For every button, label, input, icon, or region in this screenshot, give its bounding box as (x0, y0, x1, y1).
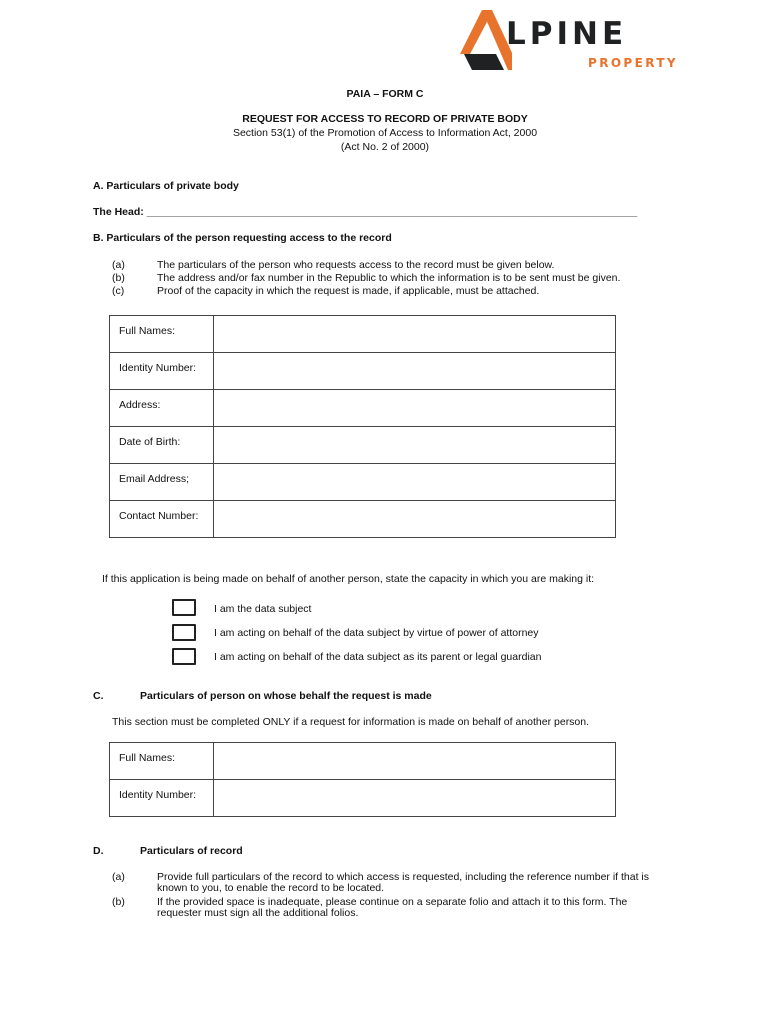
date-of-birth-input[interactable] (214, 427, 616, 464)
parent-guardian-checkbox[interactable] (172, 648, 196, 665)
field-label-identity-number: Identity Number: (110, 353, 214, 390)
section-c-title: Particulars of person on whose behalf the request is made (140, 690, 432, 702)
head-row (93, 206, 637, 218)
form-title: PAIA – FORM C (346, 88, 424, 100)
field-label-contact-number: Contact Number: (110, 501, 214, 538)
request-title: REQUEST FOR ACCESS TO RECORD OF PRIVATE BODY (242, 113, 528, 125)
section-d-letter: D. (93, 845, 104, 857)
section-line: Section 53(1) of the Promotion of Access to Information Act, 2000 (232, 127, 538, 139)
alpine-property-logo (460, 10, 696, 74)
table-row (110, 427, 616, 464)
logo-subtitle: PROPERTY (588, 56, 679, 70)
behalf-identity-number-input[interactable] (214, 780, 616, 817)
parent-guardian-label: I am acting on behalf of the data subject as its parent or legal guardian (214, 651, 542, 663)
head-label: The Head: (93, 206, 144, 218)
requester-details-table (109, 315, 616, 538)
data-subject-checkbox[interactable] (172, 599, 196, 616)
behalf-details-table (109, 742, 616, 817)
section-a-title: A. Particulars of private body (93, 180, 239, 192)
logo-mark-icon (460, 10, 512, 70)
contact-number-input[interactable] (214, 501, 616, 538)
table-row (110, 353, 616, 390)
field-label-date-of-birth: Date of Birth: (110, 427, 214, 464)
act-line: (Act No. 2 of 2000) (340, 141, 430, 153)
table-row (110, 316, 616, 353)
table-row (110, 464, 616, 501)
field-label-full-names: Full Names: (110, 743, 214, 780)
section-d-title: Particulars of record (140, 845, 243, 857)
address-input[interactable] (214, 390, 616, 427)
section-b-title: B. Particulars of the person requesting access to the record (93, 232, 392, 244)
field-label-identity-number: Identity Number: (110, 780, 214, 817)
data-subject-label: I am the data subject (214, 603, 312, 615)
field-label-email-address: Email Address; (110, 464, 214, 501)
table-row (110, 501, 616, 538)
behalf-full-names-input[interactable] (214, 743, 616, 780)
section-c-letter: C. (93, 690, 104, 702)
head-line[interactable]: ____________________________________________________________________________________ (146, 206, 638, 218)
capacity-question: If this application is being made on behalf of another person, state the capacity in which you are making it: (102, 573, 595, 585)
table-row (110, 743, 616, 780)
full-names-input[interactable] (214, 316, 616, 353)
section-c-note: This section must be completed ONLY if a request for information is made on behalf of another person. (112, 716, 590, 728)
power-of-attorney-label: I am acting on behalf of the data subject by virtue of power of attorney (214, 627, 539, 639)
table-row (110, 780, 616, 817)
identity-number-input[interactable] (214, 353, 616, 390)
table-row (110, 390, 616, 427)
field-label-full-names: Full Names: (110, 316, 214, 353)
logo-wordmark: LPINE (506, 16, 628, 52)
power-of-attorney-checkbox[interactable] (172, 624, 196, 641)
email-address-input[interactable] (214, 464, 616, 501)
field-label-address: Address: (110, 390, 214, 427)
